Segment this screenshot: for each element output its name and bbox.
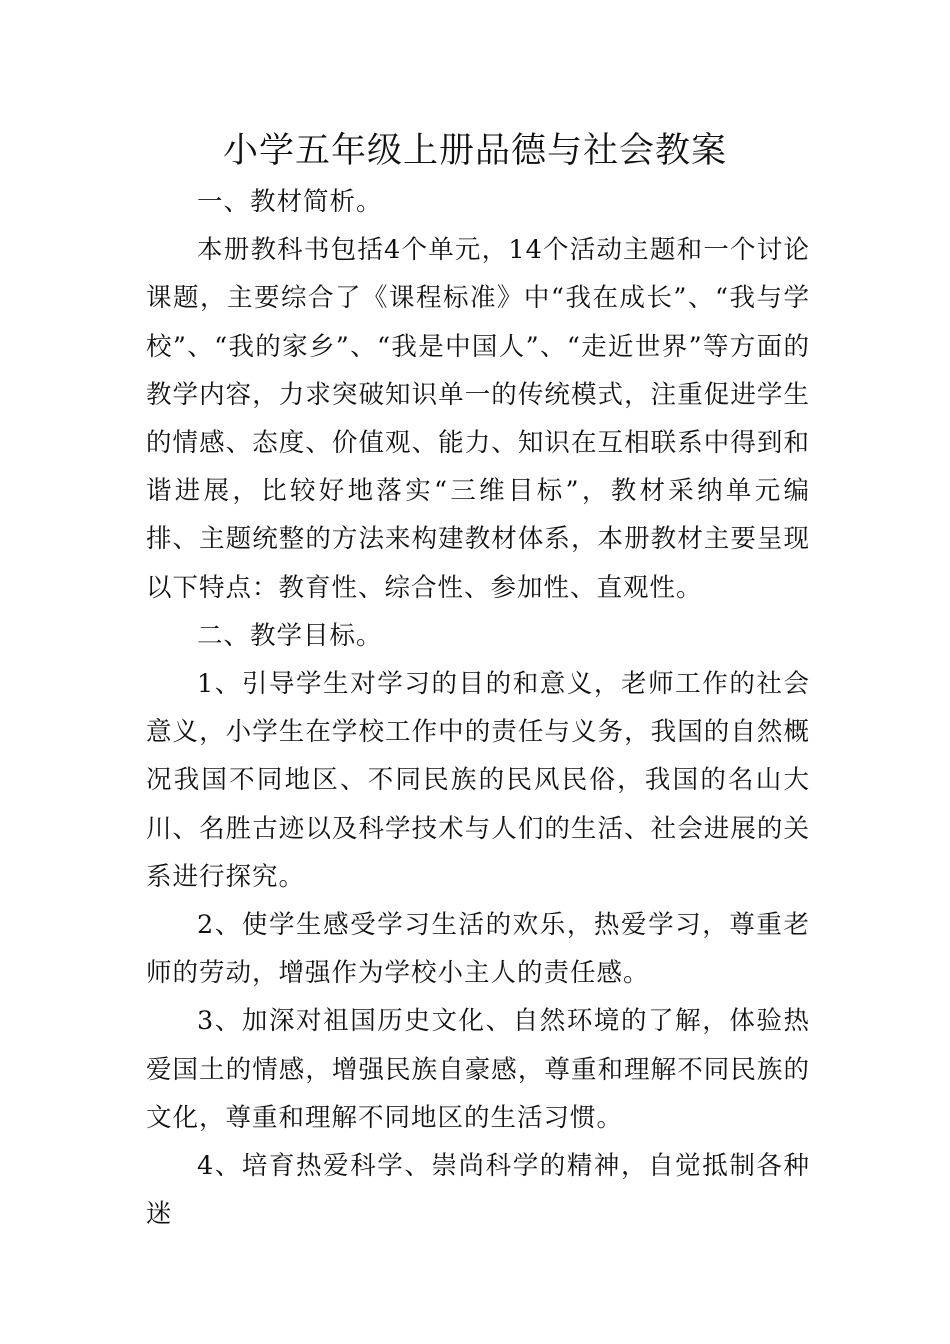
section-heading-teaching-goals: 二、教学目标。 <box>197 620 383 651</box>
document-title: 小学五年级上册品德与社会教案 <box>222 131 727 171</box>
goal-item-4: 4、培育热爱科学、崇尚科学的精神，自觉抵制各种迷 <box>146 1151 810 1230</box>
goal-item-2: 2、使学生感受学习生活的欢乐，热爱学习，尊重老师的劳动，增强作为学校小主人的责任感。 <box>146 910 810 989</box>
goal-item-3: 3、加深对祖国历史文化、自然环境的了解，体验热爱国土的情感，增强民族自豪感，尊重和理解不同民族的文化，尊重和理解不同地区的生活习惯。 <box>146 1006 810 1133</box>
section-heading-textbook-analysis: 一、教材简析。 <box>197 187 383 217</box>
paragraph-textbook-analysis: 本册教科书包括4个单元，14个活动主题和一个讨论课题，主要综合了《课程标准》中“我在成长”、“我与学校”、“我的家乡”、“我是中国人”、“走近世界”等方面的教学内容，力求突破知识单一的传统模式，注重促进学生的情感、态度、价值观、能力、知识在互相联系中得到和谐进展，比较好地落实“三维目标”，教材采纳单元编排、主题统整的方法来构建教材体系，本册教材主要呈现以下特点：教育性、综合性、参加性、直观性。 <box>146 235 810 603</box>
document-body <box>146 178 810 1238</box>
goal-item-1: 1、引导学生对学习的目的和意义，老师工作的社会意义，小学生在学校工作中的责任与义务，我国的自然概况我国不同地区、不同民族的民风民俗，我国的名山大川、名胜古迹以及科学技术与人们的生活、社会进展的关系进行探究。 <box>146 669 810 892</box>
